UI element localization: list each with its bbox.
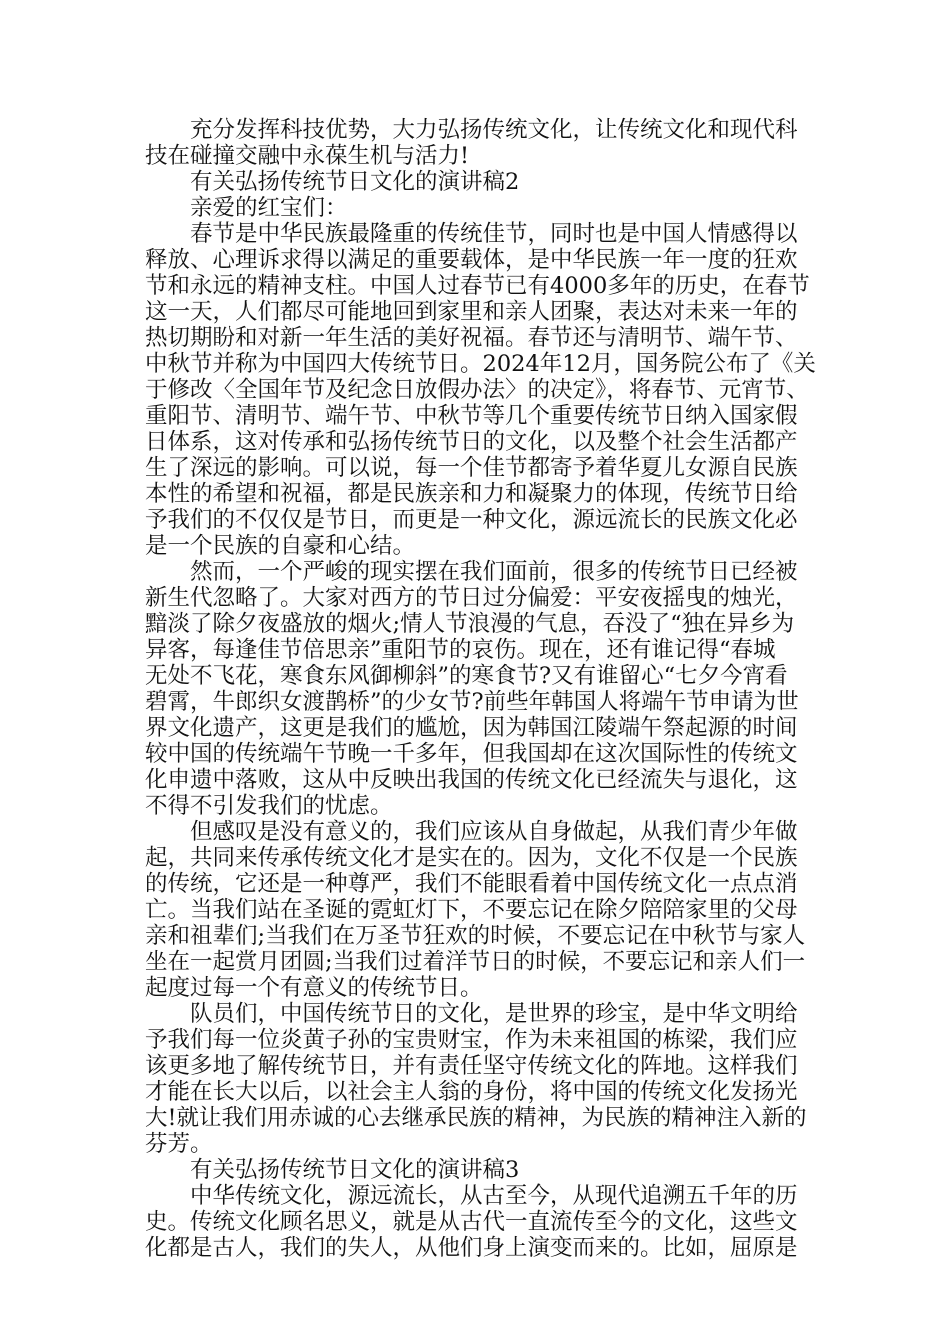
- text-line: 予我们的不仅仅是节日，而更是一种文化，源远流长的民族文化必: [145, 507, 798, 533]
- text-line: 亲和祖辈们;当我们在万圣节狂欢的时候，不要忘记在中秋节与家人: [145, 923, 806, 949]
- text-line: 这一天，人们都尽可能地回到家里和亲人团聚，表达对未来一年的: [145, 299, 798, 325]
- text-line: 的传统，它还是一种尊严，我们不能眼看着中国传统文化一点点消: [145, 871, 798, 897]
- text-line: 异客，每逢佳节倍思亲”重阳节的哀伤。现在，还有谁记得“春城: [145, 637, 776, 663]
- text-line: 芬芳。: [145, 1131, 213, 1157]
- text-line: 黯淡了除夕夜盛放的烟火;情人节浪漫的气息，吞没了“独在异乡为: [145, 611, 795, 637]
- text-line: 予我们每一位炎黄子孙的宝贵财宝，作为未来祖国的栋梁，我们应: [145, 1027, 798, 1053]
- text-line: 不得不引发我们的忧虑。: [145, 793, 393, 819]
- text-line: 亡。当我们站在圣诞的霓虹灯下，不要忘记在除夕陪陪家里的父母: [145, 897, 798, 923]
- text-line: 本性的希望和祝福，都是民族亲和力和凝聚力的体现，传统节日给: [145, 481, 798, 507]
- text-line: 亲爱的红宝们：: [190, 195, 348, 221]
- text-line: 有关弘扬传统节日文化的演讲稿2: [190, 169, 520, 195]
- text-line: 节和永远的精神支柱。中国人过春节已有4000多年的历史，在春节: [145, 273, 810, 299]
- text-line: 然而，一个严峻的现实摆在我们面前，很多的传统节日已经被: [190, 559, 798, 585]
- text-line: 才能在长大以后，以社会主人翁的身份，将中国的传统文化发扬光: [145, 1079, 798, 1105]
- text-line: 队员们，中国传统节日的文化，是世界的珍宝，是中华文明给: [190, 1001, 798, 1027]
- text-line: 大!就让我们用赤诚的心去继承民族的精神，为民族的精神注入新的: [145, 1105, 807, 1131]
- text-line: 新生代忽略了。大家对西方的节日过分偏爱：平安夜摇曳的烛光，: [145, 585, 798, 611]
- text-line: 于修改〈全国年节及纪念日放假办法〉的决定》，将春节、元宵节、: [145, 377, 809, 403]
- text-line: 热切期盼和对新一年生活的美好祝福。春节还与清明节、端午节、: [145, 325, 798, 351]
- text-line: 史。传统文化顾名思义，就是从古代一直流传至今的文化，这些文: [145, 1209, 798, 1235]
- text-line: 界文化遗产，这更是我们的尴尬，因为韩国江陵端午祭起源的时间: [145, 715, 798, 741]
- text-line: 起，共同来传承传统文化才是实在的。因为，文化不仅是一个民族: [145, 845, 798, 871]
- text-line: 中秋节并称为中国四大传统节日。2024年12月，国务院公布了《关: [145, 351, 816, 377]
- text-line: 重阳节、清明节、端午节、中秋节等几个重要传统节日纳入国家假: [145, 403, 798, 429]
- text-line: 有关弘扬传统节日文化的演讲稿3: [190, 1157, 520, 1183]
- text-line: 是一个民族的自豪和心结。: [145, 533, 416, 559]
- text-line: 无处不飞花，寒食东风御柳斜”的寒食节?又有谁留心“七夕今宵看: [145, 663, 788, 689]
- text-line: 化都是古人，我们的失人，从他们身上演变而来的。比如，屈原是: [145, 1235, 798, 1261]
- text-line: 化申遗中落败，这从中反映出我国的传统文化已经流失与退化，这: [145, 767, 798, 793]
- text-line: 坐在一起赏月团圆;当我们过着洋节日的时候，不要忘记和亲人们一: [145, 949, 806, 975]
- text-line: 技在碰撞交融中永葆生机与活力!: [145, 143, 470, 169]
- text-line: 日体系，这对传承和弘扬传统节日的文化，以及整个社会生活都产: [145, 429, 798, 455]
- text-line: 释放、心理诉求得以满足的重要载体，是中华民族一年一度的狂欢: [145, 247, 798, 273]
- text-line: 起度过每一个有意义的传统节日。: [145, 975, 483, 1001]
- text-line: 该更多地了解传统节日，并有责任坚守传统文化的阵地。这样我们: [145, 1053, 798, 1079]
- text-line: 春节是中华民族最隆重的传统佳节，同时也是中国人情感得以: [190, 221, 798, 247]
- text-line: 碧霄，牛郎织女渡鹊桥”的少女节?前些年韩国人将端午节申请为世: [145, 689, 799, 715]
- text-line: 但感叹是没有意义的，我们应该从自身做起，从我们青少年做: [190, 819, 798, 845]
- text-line: 生了深远的影响。可以说，每一个佳节都寄予着华夏儿女源自民族: [145, 455, 798, 481]
- document-page: [145, 117, 815, 1261]
- text-line: 较中国的传统端午节晚一千多年，但我国却在这次国际性的传统文: [145, 741, 798, 767]
- text-line: 中华传统文化，源远流长，从古至今，从现代追溯五千年的历: [190, 1183, 798, 1209]
- text-line: 充分发挥科技优势，大力弘扬传统文化，让传统文化和现代科: [190, 117, 798, 143]
